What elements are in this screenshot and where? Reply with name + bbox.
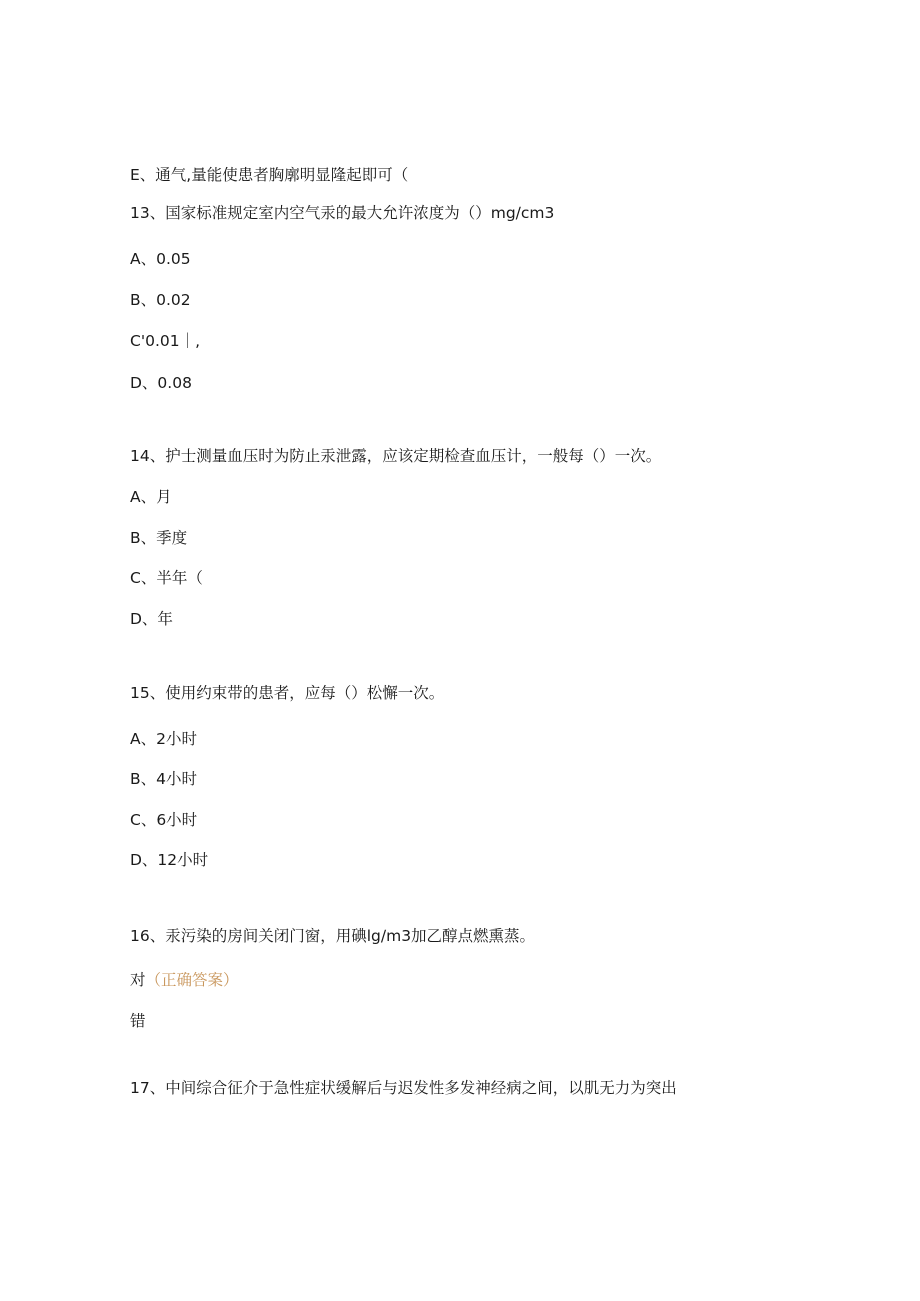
q13-option-c: C'0.01｜,	[130, 332, 201, 350]
question-15: 15、使用约束带的患者，应每（）松懈一次。	[130, 684, 445, 702]
q16-option-true-label: 对	[130, 971, 146, 989]
q13-option-a: A、0.05	[130, 250, 191, 268]
correct-answer-note: （正确答案）	[145, 971, 239, 989]
q13-option-b: B、0.02	[130, 291, 191, 309]
q14-option-d: D、年	[130, 610, 173, 628]
q15-option-b: B、4小时	[130, 770, 197, 788]
question-17: 17、中间综合征介于急性症状缓解后与迟发性多发神经病之间，以肌无力为突出	[130, 1079, 677, 1097]
q15-option-d: D、12小时	[130, 851, 209, 869]
q16-option-true	[130, 970, 239, 990]
q14-option-a: A、月	[130, 488, 172, 506]
q15-option-c: C、6小时	[130, 811, 198, 829]
question-13: 13、国家标准规定室内空气汞的最大允许浓度为（）mg∕cm3	[130, 204, 555, 222]
q14-option-c: C、半年（	[130, 569, 203, 587]
q16-option-false: 错	[130, 1012, 146, 1030]
q15-option-a: A、2小时	[130, 730, 197, 748]
q14-option-b: B、季度	[130, 529, 188, 547]
q13-option-d: D、0.08	[130, 374, 192, 392]
option-e-prev: E、通气,量能使患者胸廓明显隆起即可（	[130, 166, 409, 184]
question-16: 16、汞污染的房间关闭门窗，用碘lg∕m3加乙醇点燃熏蒸。	[130, 927, 536, 945]
question-14: 14、护士测量血压时为防止汞泄露，应该定期检查血压计，一般每（）一次。	[130, 447, 662, 465]
